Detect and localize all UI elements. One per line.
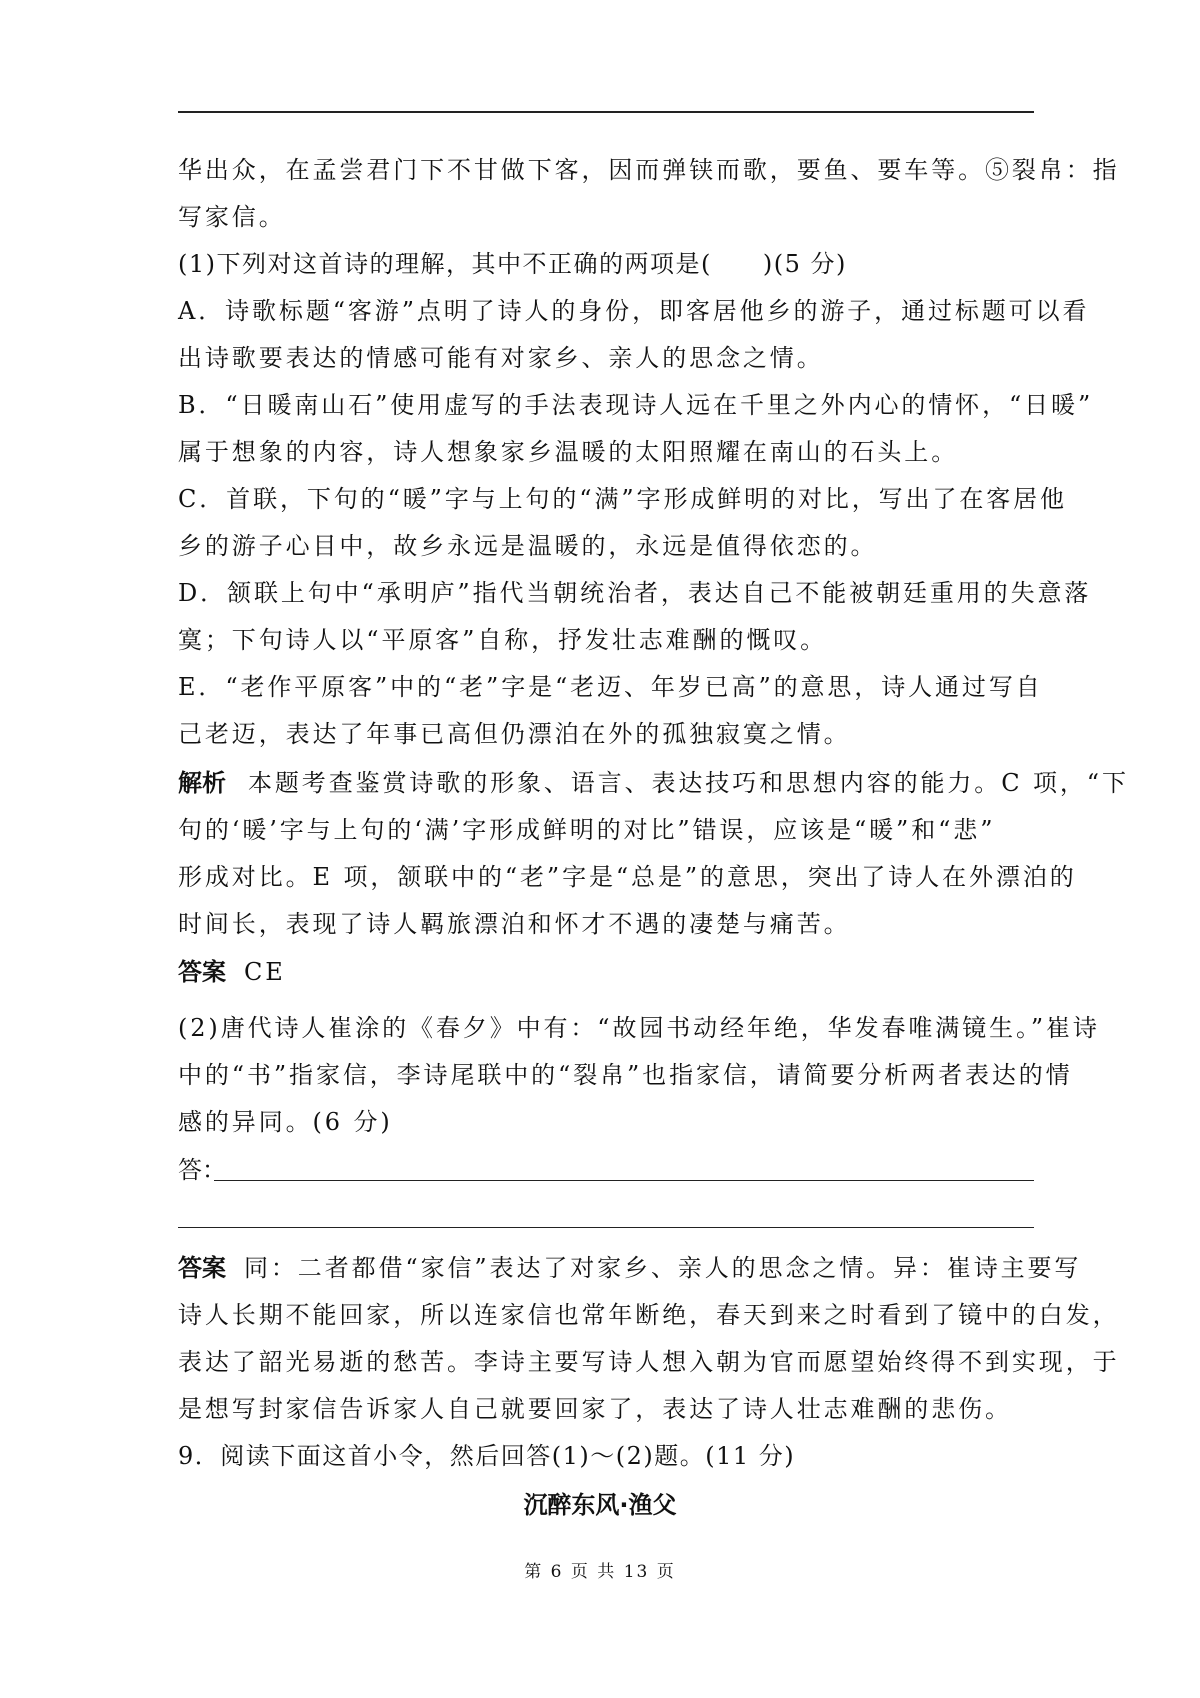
option-e-cont: 己老迈，表达了年事已高但仍漂泊在外的孤独寂寞之情。 bbox=[178, 720, 851, 748]
option-d-cont: 寞；下句诗人以“平原客”自称，抒发壮志难酬的慨叹。 bbox=[178, 626, 828, 654]
answer-2-text: 同：二者都借“家信”表达了对家乡、亲人的思念之情。异：崔诗主要写 bbox=[244, 1254, 1082, 1282]
answer-1 bbox=[178, 956, 1038, 988]
analysis-line-3: 形成对比。E 项，颔联中的“老”字是“总是”的意思，突出了诗人在外漂泊的 bbox=[178, 863, 1077, 891]
answer-blank-line[interactable] bbox=[214, 1180, 1034, 1181]
page-footer: 第 6 页 共 13 页 bbox=[524, 1562, 676, 1582]
answer-1-value: CE bbox=[244, 958, 286, 986]
answer-prefix: 答： bbox=[178, 1156, 226, 1184]
option-c-cont: 乡的游子心目中，故乡永远是温暖的，永远是值得依恋的。 bbox=[178, 532, 878, 560]
option-d: D．颔联上句中“承明庐”指代当朝统治者，表达自己不能被朝廷重用的失意落 bbox=[178, 579, 1092, 607]
question-9: 9．阅读下面这首小令，然后回答(1)～(2)题。(11 分) bbox=[178, 1442, 796, 1470]
analysis-text: 本题考查鉴赏诗歌的形象、语言、表达技巧和思想内容的能力。C 项，“下 bbox=[248, 769, 1129, 797]
option-a: A．诗歌标题“客游”点明了诗人的身份，即客居他乡的游子，通过标题可以看 bbox=[178, 297, 1090, 325]
answer-2-line-3: 表达了韶光易逝的愁苦。李诗主要写诗人想入朝为官而愿望始终得不到实现，于 bbox=[178, 1348, 1120, 1376]
option-a-cont: 出诗歌要表达的情感可能有对家乡、亲人的思念之情。 bbox=[178, 344, 824, 372]
question-2-line-1: (2)唐代诗人崔涂的《春夕》中有：“故园书动经年绝，华发春唯满镜生。”崔诗 bbox=[178, 1014, 1100, 1042]
option-c: C．首联，下句的“暖”字与上句的“满”字形成鲜明的对比，写出了在客居他 bbox=[178, 485, 1067, 513]
question-1: (1)下列对这首诗的理解，其中不正确的两项是( )(5 分) bbox=[178, 250, 847, 278]
answer-2-line-1 bbox=[178, 1252, 1082, 1284]
analysis-line-4: 时间长，表现了诗人羁旅漂泊和怀才不遇的凄楚与痛苦。 bbox=[178, 910, 851, 938]
answer-2-label: 答案 bbox=[178, 1254, 226, 1282]
question-2-line-2: 中的“书”指家信，李诗尾联中的“裂帛”也指家信，请简要分析两者表达的情 bbox=[178, 1061, 1073, 1089]
header-rule bbox=[178, 111, 1034, 113]
answer-blank-line[interactable] bbox=[178, 1227, 1034, 1228]
answer-2-line-4: 是想写封家信告诉家人自己就要回家了，表达了诗人壮志难酬的悲伤。 bbox=[178, 1395, 1012, 1423]
analysis-line-1 bbox=[178, 767, 1129, 799]
answer-1-label: 答案 bbox=[178, 958, 226, 986]
answer-2-line-2: 诗人长期不能回家，所以连家信也常年断绝，春天到来之时看到了镜中的白发， bbox=[178, 1301, 1120, 1329]
poem-title: 沉醉东风·渔父 bbox=[523, 1491, 677, 1519]
text-line: 写家信。 bbox=[178, 203, 286, 231]
analysis-label: 解析 bbox=[178, 769, 226, 797]
text-line: 华出众，在孟尝君门下不甘做下客，因而弹铗而歌，要鱼、要车等。⑤裂帛：指 bbox=[178, 156, 1120, 184]
option-b: B．“日暖南山石”使用虚写的手法表现诗人远在千里之外内心的情怀，“日暖” bbox=[178, 391, 1094, 419]
question-2-line-3: 感的异同。(6 分) bbox=[178, 1108, 393, 1136]
option-e: E．“老作平原客”中的“老”字是“老迈、年岁已高”的意思，诗人通过写自 bbox=[178, 673, 1043, 701]
analysis-line-2: 句的‘暖’字与上句的‘满’字形成鲜明的对比”错误，应该是“暖”和“悲” bbox=[178, 816, 996, 844]
option-b-cont: 属于想象的内容，诗人想象家乡温暖的太阳照耀在南山的石头上。 bbox=[178, 438, 959, 466]
